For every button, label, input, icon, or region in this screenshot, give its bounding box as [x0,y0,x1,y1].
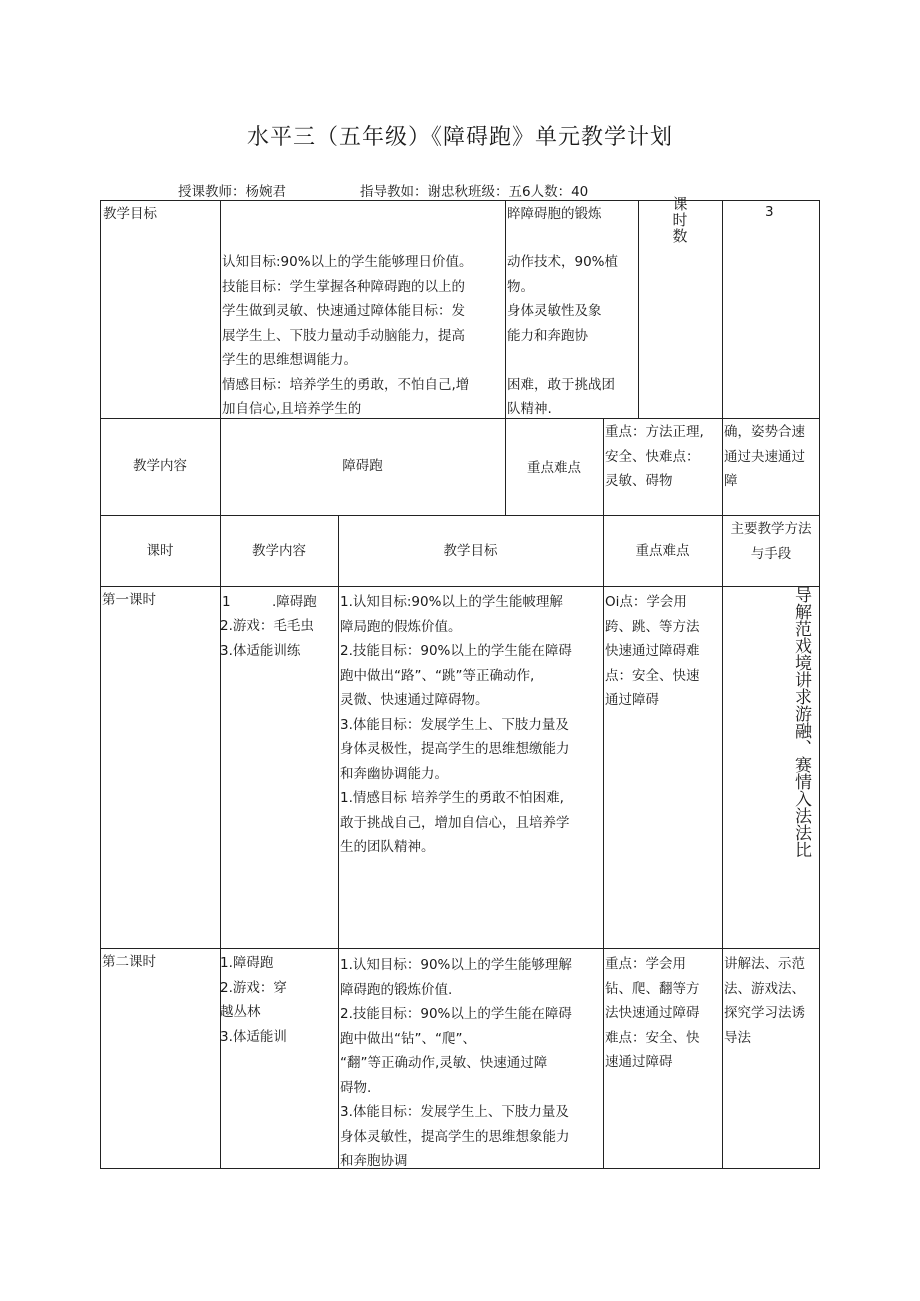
page-title: 水平三（五年级）《障碍跑》单元教学计划 [246,125,673,150]
key-text-2: 确，姿势合速 通过夬速通过 障 [724,424,805,489]
header-content: 教学内容 [252,543,306,559]
header-method: 主要教学方法 与手段 [730,521,812,562]
lesson-content-item: .障碍跑 [272,594,317,610]
lesson-content: 2.游戏：毛毛虫 3.体适能训练 [220,618,314,659]
goal-side-top: 睟障碍胞的锻炼 [507,206,602,222]
guide-class-info: 指导教如：谢忠秋班级：五6人数：40 [360,184,589,200]
goal-side-text: 动作技术，90%植 物。 身体灵敏性及象 能力和奔跑协 困难，敢于挑战团 队精神. [507,254,619,417]
lesson-hour: 第二课时 [102,954,156,970]
lesson-goal: 1.认知目标:90%以上的学生能帔理解 障局跑的假炼价值。 2.技能目标：90%以上的学生能在障碍 跑中做出“路”、“跳”等正确动作, 灵微、快速通过障碍物。 3.体能目标：发展学生上、下肢力量及 身体灵极性，提高学生的思维想缴能力 和奔幽协调能力。 1.情感目标 培养学生的勇敢不怕困难, 敢于挑战自己，增加自信心，且培养学 生的团队精神。 [340,594,572,855]
hours-label: 课 时 数 [672,195,688,245]
lesson-method: 讲解法、示范 法、游戏法、 探究学习法诱 导法 [724,956,805,1046]
lesson-key: 重点：学会用 钻、爬、翻等方 法快速通过障碍 难点：安全、快 速通过障碍 [605,956,700,1070]
header-key: 重点难点 [635,543,690,559]
goal-label: 教学目标 [103,206,157,222]
lesson-content: 1.障碍跑 2.游戏：穿 越丛林 3.体适能训 [220,955,287,1045]
header-hour: 课时 [146,543,174,559]
key-label: 重点难点 [527,460,581,476]
goal-text: 认知目标:90%以上的学生能够理日价值。 技能目标：学生掌握各种障碍跑的以上的 学生做到灵敏、快速通过障体能目标：发 展学生上、下肢力量动手动脑能力，提高 学生的思维想调能力。 情感目标：培养学生的勇敢，不怕自己,增 加自信心,且培养学生的 [222,254,473,417]
lesson-hour: 第一课时 [102,592,156,608]
lesson-content-num: 1 [222,594,231,610]
lesson-method: 导解范戏境讲求游融、赛情入法法比 [791,586,811,858]
content-value: 障碍跑 [342,458,383,474]
key-text-1: 重点：方法正理, 安全、快难点： 灵敏、碍物 [605,424,704,489]
header-goal: 教学目标 [443,543,498,559]
lesson-goal: 1.认知目标：90%以上的学生能够理解 障碍跑的锻炼价值. 2.技能目标：90%以上的学生能在障碍 跑中做出“钻”、“爬”、 “翻”等正确动作,灵敏、快速通过障 碍物. 3.体能目标：发展学生上、下肢力量及 身体灵敏性，提高学生的思维想象能力 和奔胞协调 [340,957,572,1169]
content-label: 教学内容 [133,458,187,474]
teacher-info: 授课教师：杨婉君 [178,184,286,200]
hours-value: 3 [765,204,774,220]
lesson-key: Oi点：学会用 跨、跳、等方法 快速通过障碍难 点：安全、快速 通过障碍 [605,594,700,708]
